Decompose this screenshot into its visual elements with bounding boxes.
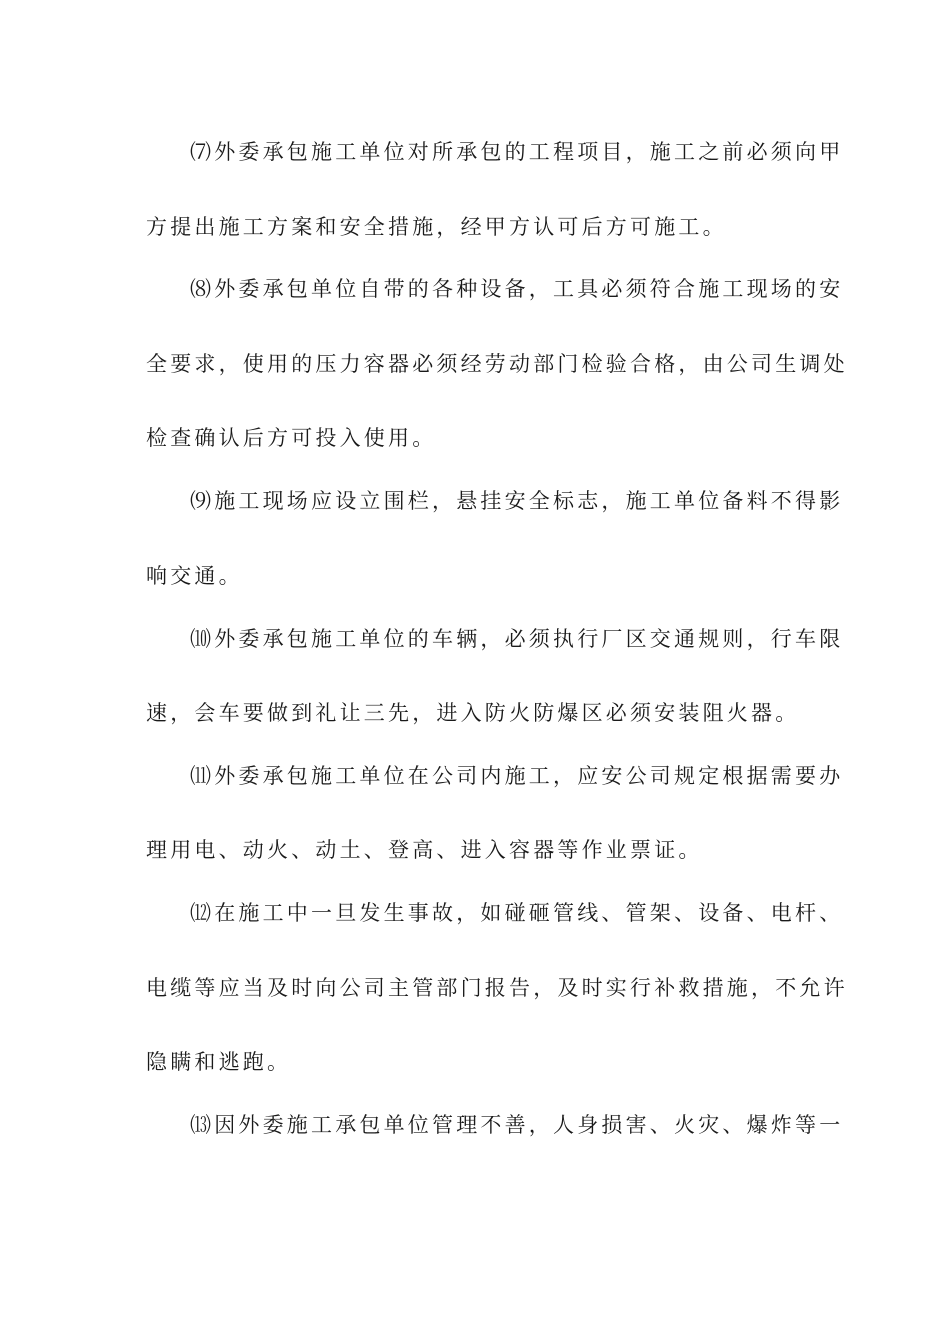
paragraph-line: 全要求，使用的压力容器必须经劳动部门检验合格，由公司生调处 xyxy=(146,352,848,376)
paragraph-line: 方提出施工方案和安全措施，经甲方认可后方可施工。 xyxy=(146,215,727,239)
paragraph-line: ⑼施工现场应设立围栏，悬挂安全标志，施工单位备料不得影 xyxy=(190,489,844,513)
paragraph-line: 速，会车要做到礼让三先，进入防火防爆区必须安装阻火器。 xyxy=(146,701,800,725)
paragraph-line: ⑺外委承包施工单位对所承包的工程项目，施工之前必须向甲 xyxy=(190,140,844,164)
paragraph-line: ⑿在施工中一旦发生事故，如碰砸管线、管架、设备、电杆、 xyxy=(190,901,844,925)
paragraph-line: 隐瞒和逃跑。 xyxy=(146,1050,292,1074)
paragraph-line: ⑽外委承包施工单位的车辆，必须执行厂区交通规则，行车限 xyxy=(190,627,844,651)
paragraph-line: ⑾外委承包施工单位在公司内施工，应安公司规定根据需要办 xyxy=(190,764,844,788)
paragraph-line: 理用电、动火、动土、登高、进入容器等作业票证。 xyxy=(146,838,703,862)
paragraph-line: ⒀因外委施工承包单位管理不善，人身损害、火灾、爆炸等一 xyxy=(190,1113,844,1137)
paragraph-line: 响交通。 xyxy=(146,564,243,588)
paragraph-line: 检查确认后方可投入使用。 xyxy=(146,426,437,450)
paragraph-line: 电缆等应当及时向公司主管部门报告，及时实行补救措施，不允许 xyxy=(146,976,848,1000)
paragraph-line: ⑻外委承包单位自带的各种设备，工具必须符合施工现场的安 xyxy=(190,277,844,301)
